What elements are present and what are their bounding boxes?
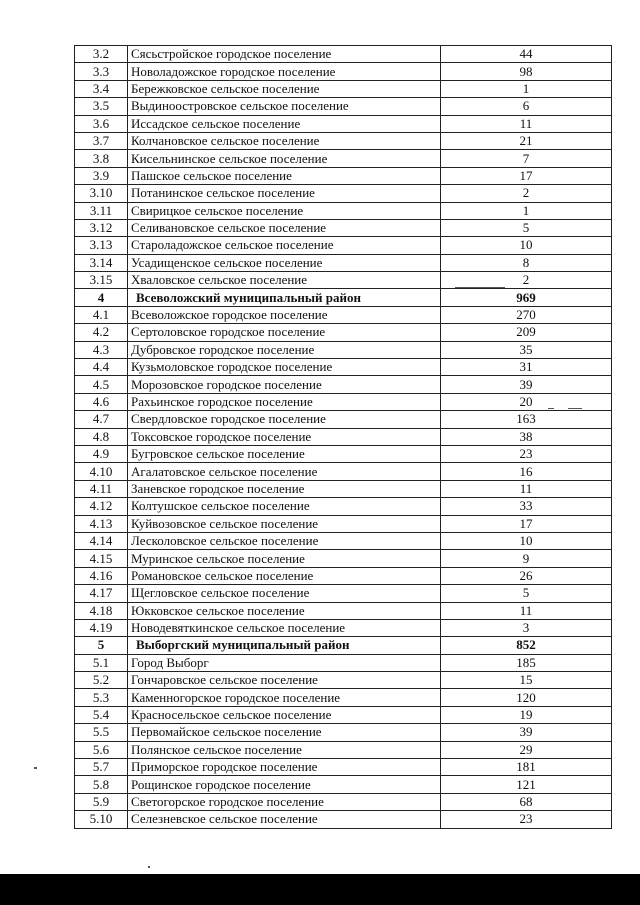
settlement-name: Свирицкое сельское поселение xyxy=(128,202,441,219)
settlement-value: 68 xyxy=(441,793,612,810)
settlement-name: Колчановское сельское поселение xyxy=(128,132,441,149)
settlement-name: Красносельское сельское поселение xyxy=(128,706,441,723)
table-row xyxy=(75,46,612,63)
settlement-name: Сясьстройское городское поселение xyxy=(128,46,441,63)
table-row xyxy=(75,689,612,706)
settlement-value: 31 xyxy=(441,359,612,376)
settlement-name: Светогорское городское поселение xyxy=(128,793,441,810)
table-row xyxy=(75,167,612,184)
settlement-name: Селезневское сельское поселение xyxy=(128,811,441,828)
row-number: 4.13 xyxy=(75,515,128,532)
table-row xyxy=(75,341,612,358)
settlement-value: 29 xyxy=(441,741,612,758)
table-row xyxy=(75,741,612,758)
settlement-value: 1 xyxy=(441,80,612,97)
district-row xyxy=(75,289,612,306)
table-row xyxy=(75,80,612,97)
row-number: 5.7 xyxy=(75,759,128,776)
table-row xyxy=(75,98,612,115)
row-number: 5.3 xyxy=(75,689,128,706)
table-row xyxy=(75,619,612,636)
table-row xyxy=(75,376,612,393)
row-number: 4.12 xyxy=(75,498,128,515)
settlement-name: Новодевяткинское сельское поселение xyxy=(128,619,441,636)
table-row xyxy=(75,654,612,671)
row-number: 4.8 xyxy=(75,428,128,445)
row-number: 5.10 xyxy=(75,811,128,828)
settlement-value: 2 xyxy=(441,185,612,202)
row-number: 3.2 xyxy=(75,46,128,63)
row-number: 4.6 xyxy=(75,393,128,410)
settlement-name: Заневское городское поселение xyxy=(128,480,441,497)
settlement-name: Свердловское городское поселение xyxy=(128,411,441,428)
settlement-value: 8 xyxy=(441,254,612,271)
row-number: 5 xyxy=(75,637,128,654)
settlement-name: Кисельнинское сельское поселение xyxy=(128,150,441,167)
settlement-value: 21 xyxy=(441,132,612,149)
row-number: 4.15 xyxy=(75,550,128,567)
settlement-name: Всеволожский муниципальный район xyxy=(128,289,441,306)
settlement-name: Агалатовское сельское поселение xyxy=(128,463,441,480)
row-number: 4.10 xyxy=(75,463,128,480)
settlement-name: Муринское сельское поселение xyxy=(128,550,441,567)
table-row xyxy=(75,411,612,428)
row-number: 3.12 xyxy=(75,219,128,236)
settlement-name: Каменногорское городское поселение xyxy=(128,689,441,706)
settlement-value: 3 xyxy=(441,619,612,636)
row-number: 4.1 xyxy=(75,306,128,323)
settlement-name: Староладожское сельское поселение xyxy=(128,237,441,254)
table-row xyxy=(75,498,612,515)
settlement-value: 33 xyxy=(441,498,612,515)
settlement-name: Гончаровское сельское поселение xyxy=(128,672,441,689)
row-number: 3.7 xyxy=(75,132,128,149)
settlement-name: Усадищенское сельское поселение xyxy=(128,254,441,271)
table-row xyxy=(75,672,612,689)
table-row xyxy=(75,306,612,323)
settlement-value: 20 xyxy=(441,393,612,410)
row-number: 4.11 xyxy=(75,480,128,497)
settlement-name: Пашское сельское поселение xyxy=(128,167,441,184)
scan-bottom-edge xyxy=(0,874,640,905)
settlement-value: 5 xyxy=(441,219,612,236)
settlement-value: 44 xyxy=(441,46,612,63)
row-number: 4.19 xyxy=(75,619,128,636)
settlement-name: Выдиноостровское сельское поселение xyxy=(128,98,441,115)
table-row xyxy=(75,706,612,723)
settlement-value: 969 xyxy=(441,289,612,306)
row-number: 5.4 xyxy=(75,706,128,723)
settlement-value: 2 xyxy=(441,272,612,289)
row-number: 4.18 xyxy=(75,602,128,619)
table-row xyxy=(75,515,612,532)
settlement-value: 10 xyxy=(441,237,612,254)
settlement-value: 17 xyxy=(441,515,612,532)
settlement-name: Приморское городское поселение xyxy=(128,759,441,776)
settlement-name: Новоладожское городское поселение xyxy=(128,63,441,80)
settlement-name: Щегловское сельское поселение xyxy=(128,585,441,602)
table-row xyxy=(75,428,612,445)
row-number: 4.16 xyxy=(75,567,128,584)
row-number: 4.3 xyxy=(75,341,128,358)
table-row xyxy=(75,793,612,810)
settlement-value: 23 xyxy=(441,445,612,462)
settlements-table xyxy=(74,45,612,829)
settlement-value: 10 xyxy=(441,532,612,549)
settlement-value: 15 xyxy=(441,672,612,689)
settlement-name: Сертоловское городское поселение xyxy=(128,324,441,341)
table-row xyxy=(75,602,612,619)
settlement-value: 120 xyxy=(441,689,612,706)
row-number: 4.14 xyxy=(75,532,128,549)
row-number: 3.15 xyxy=(75,272,128,289)
table-row xyxy=(75,585,612,602)
table-row xyxy=(75,272,612,289)
settlement-name: Лесколовское сельское поселение xyxy=(128,532,441,549)
settlement-name: Дубровское городское поселение xyxy=(128,341,441,358)
settlement-value: 16 xyxy=(441,463,612,480)
table-row xyxy=(75,532,612,549)
settlement-value: 6 xyxy=(441,98,612,115)
settlement-name: Первомайское сельское поселение xyxy=(128,724,441,741)
settlement-value: 181 xyxy=(441,759,612,776)
settlement-name: Романовское сельское поселение xyxy=(128,567,441,584)
settlement-name: Рощинское городское поселение xyxy=(128,776,441,793)
table-row xyxy=(75,359,612,376)
row-number: 3.6 xyxy=(75,115,128,132)
settlement-value: 23 xyxy=(441,811,612,828)
scan-speck xyxy=(568,408,582,409)
settlement-value: 209 xyxy=(441,324,612,341)
row-number: 4.2 xyxy=(75,324,128,341)
settlement-value: 26 xyxy=(441,567,612,584)
table-row xyxy=(75,776,612,793)
table-row xyxy=(75,393,612,410)
settlement-name: Бугровское сельское поселение xyxy=(128,445,441,462)
settlement-value: 39 xyxy=(441,724,612,741)
row-number: 5.2 xyxy=(75,672,128,689)
settlement-name: Колтушское сельское поселение xyxy=(128,498,441,515)
settlement-name: Юкковское сельское поселение xyxy=(128,602,441,619)
table-row xyxy=(75,567,612,584)
settlement-name: Токсовское городское поселение xyxy=(128,428,441,445)
settlement-value: 1 xyxy=(441,202,612,219)
settlement-name: Хваловское сельское поселение xyxy=(128,272,441,289)
row-number: 4.9 xyxy=(75,445,128,462)
table-row xyxy=(75,254,612,271)
settlement-name: Полянское сельское поселение xyxy=(128,741,441,758)
row-number: 3.4 xyxy=(75,80,128,97)
settlement-value: 121 xyxy=(441,776,612,793)
table-row xyxy=(75,724,612,741)
table-row xyxy=(75,150,612,167)
row-number: 4 xyxy=(75,289,128,306)
settlement-value: 98 xyxy=(441,63,612,80)
settlement-name: Селивановское сельское поселение xyxy=(128,219,441,236)
table-row xyxy=(75,463,612,480)
scan-speck xyxy=(455,287,505,288)
table-row xyxy=(75,480,612,497)
table-row xyxy=(75,115,612,132)
row-number: 3.5 xyxy=(75,98,128,115)
table-row xyxy=(75,219,612,236)
table-row xyxy=(75,63,612,80)
settlement-value: 11 xyxy=(441,602,612,619)
settlement-name: Бережковское сельское поселение xyxy=(128,80,441,97)
table-row xyxy=(75,237,612,254)
settlement-name: Потанинское сельское поселение xyxy=(128,185,441,202)
row-number: 3.11 xyxy=(75,202,128,219)
table-row xyxy=(75,132,612,149)
settlement-name: Морозовское городское поселение xyxy=(128,376,441,393)
table-row xyxy=(75,185,612,202)
table-row xyxy=(75,324,612,341)
settlement-value: 17 xyxy=(441,167,612,184)
row-number: 5.6 xyxy=(75,741,128,758)
settlement-value: 19 xyxy=(441,706,612,723)
settlement-value: 35 xyxy=(441,341,612,358)
settlement-value: 185 xyxy=(441,654,612,671)
row-number: 3.13 xyxy=(75,237,128,254)
row-number: 3.14 xyxy=(75,254,128,271)
table-row xyxy=(75,202,612,219)
settlement-value: 9 xyxy=(441,550,612,567)
row-number: 3.3 xyxy=(75,63,128,80)
settlement-name: Куйвозовское сельское поселение xyxy=(128,515,441,532)
row-number: 4.4 xyxy=(75,359,128,376)
settlement-value: 5 xyxy=(441,585,612,602)
settlement-value: 11 xyxy=(441,115,612,132)
settlement-value: 11 xyxy=(441,480,612,497)
scan-speck xyxy=(34,767,37,769)
table-row xyxy=(75,445,612,462)
scan-speck xyxy=(548,408,554,409)
row-number: 4.5 xyxy=(75,376,128,393)
table-row xyxy=(75,759,612,776)
row-number: 4.17 xyxy=(75,585,128,602)
settlement-name: Выборгский муниципальный район xyxy=(128,637,441,654)
settlement-name: Город Выборг xyxy=(128,654,441,671)
settlement-name: Рахьинское городское поселение xyxy=(128,393,441,410)
settlement-name: Всеволожское городское поселение xyxy=(128,306,441,323)
row-number: 5.8 xyxy=(75,776,128,793)
settlement-value: 852 xyxy=(441,637,612,654)
settlement-value: 39 xyxy=(441,376,612,393)
row-number: 3.9 xyxy=(75,167,128,184)
row-number: 3.8 xyxy=(75,150,128,167)
row-number: 5.9 xyxy=(75,793,128,810)
row-number: 5.1 xyxy=(75,654,128,671)
settlement-name: Кузьмоловское городское поселение xyxy=(128,359,441,376)
table-row xyxy=(75,811,612,828)
table-row xyxy=(75,550,612,567)
row-number: 5.5 xyxy=(75,724,128,741)
settlement-value: 163 xyxy=(441,411,612,428)
table-body xyxy=(75,46,612,829)
row-number: 3.10 xyxy=(75,185,128,202)
settlement-value: 38 xyxy=(441,428,612,445)
row-number: 4.7 xyxy=(75,411,128,428)
district-row xyxy=(75,637,612,654)
settlement-name: Иссадское сельское поселение xyxy=(128,115,441,132)
settlement-value: 7 xyxy=(441,150,612,167)
settlement-value: 270 xyxy=(441,306,612,323)
scan-speck xyxy=(148,866,150,868)
